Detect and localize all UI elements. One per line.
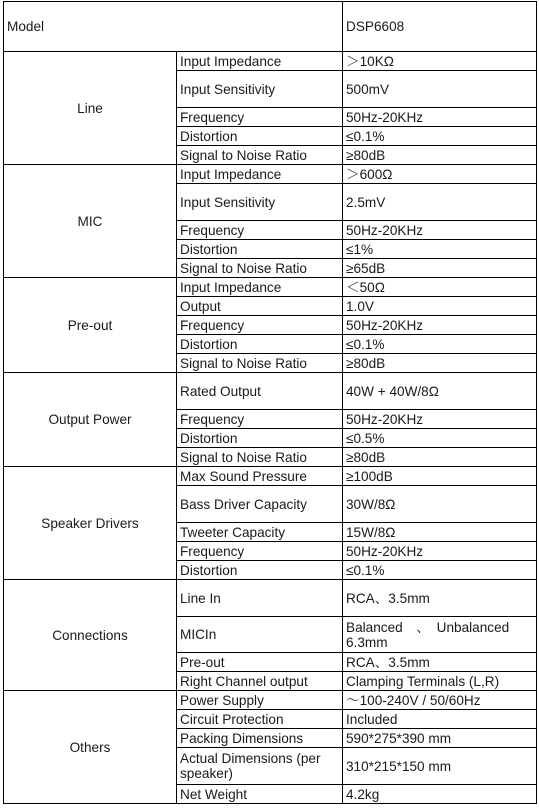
- spec-label: Line In: [177, 580, 343, 617]
- group-others: Others: [4, 691, 177, 804]
- spec-value: 15W/8Ω: [343, 523, 537, 542]
- spec-label: Output: [177, 297, 343, 316]
- spec-value: ～100-240V / 50/60Hz: [343, 691, 537, 710]
- spec-value: 30W/8Ω: [343, 486, 537, 523]
- spec-label: Distortion: [177, 335, 343, 354]
- spec-label: Signal to Noise Ratio: [177, 146, 343, 165]
- spec-label: Distortion: [177, 561, 343, 580]
- spec-value: 40W + 40W/8Ω: [343, 373, 537, 410]
- spec-value: RCA、3.5mm: [343, 580, 537, 617]
- spec-value: 50Hz-20KHz: [343, 410, 537, 429]
- spec-value: 4.2kg: [343, 785, 537, 804]
- spec-table: [3, 1, 537, 804]
- spec-label-line: Actual Dimensions (per: [180, 751, 321, 766]
- group-line: Line: [4, 52, 177, 165]
- spec-value-line: 6.3mm: [346, 634, 388, 650]
- spec-value: [343, 617, 537, 653]
- spec-value: ≥65dB: [343, 259, 537, 278]
- table-row: [4, 278, 537, 297]
- spec-label: Frequency: [177, 221, 343, 240]
- spec-value: ≥80dB: [343, 146, 537, 165]
- model-value: DSP6608: [343, 2, 537, 52]
- spec-label: Power Supply: [177, 691, 343, 710]
- spec-label: Frequency: [177, 542, 343, 561]
- spec-label: Distortion: [177, 240, 343, 259]
- group-connections: Connections: [4, 580, 177, 691]
- spec-label: Pre-out: [177, 653, 343, 672]
- spec-value: 310*215*150 mm: [343, 748, 537, 785]
- spec-label: Right Channel output: [177, 672, 343, 691]
- spec-value: ＜50Ω: [343, 278, 537, 297]
- spec-value: 50Hz-20KHz: [343, 542, 537, 561]
- spec-label: Input Impedance: [177, 278, 343, 297]
- spec-label: Tweeter Capacity: [177, 523, 343, 542]
- spec-value: 50Hz-20KHz: [343, 316, 537, 335]
- spec-label: Input Sensitivity: [177, 184, 343, 221]
- spec-label: Max Sound Pressure: [177, 467, 343, 486]
- spec-value: ≤0.5%: [343, 429, 537, 448]
- spec-label: Frequency: [177, 410, 343, 429]
- spec-value: 500mV: [343, 71, 537, 108]
- spec-value: RCA、3.5mm: [343, 653, 537, 672]
- spec-label: Distortion: [177, 429, 343, 448]
- spec-value: ＞10KΩ: [343, 52, 537, 71]
- spec-value: Clamping Terminals (L,R): [343, 672, 537, 691]
- spec-value: ≤1%: [343, 240, 537, 259]
- spec-label: [177, 748, 343, 785]
- spec-value: 2.5mV: [343, 184, 537, 221]
- group-output-power: Output Power: [4, 373, 177, 467]
- spec-label: Frequency: [177, 108, 343, 127]
- spec-label: Packing Dimensions: [177, 729, 343, 748]
- table-row: [4, 165, 537, 184]
- spec-value: ≤0.1%: [343, 335, 537, 354]
- spec-label: Bass Driver Capacity: [177, 486, 343, 523]
- spec-value: Included: [343, 710, 537, 729]
- spec-value: 50Hz-20KHz: [343, 221, 537, 240]
- spec-value: ＞600Ω: [343, 165, 537, 184]
- group-pre-out: Pre-out: [4, 278, 177, 373]
- spec-label: Input Impedance: [177, 165, 343, 184]
- spec-label: Input Impedance: [177, 52, 343, 71]
- spec-label: Input Sensitivity: [177, 71, 343, 108]
- spec-label: Circuit Protection: [177, 710, 343, 729]
- table-row: [4, 373, 537, 410]
- model-label: Model: [4, 2, 343, 52]
- spec-label: Rated Output: [177, 373, 343, 410]
- spec-value: 590*275*390 mm: [343, 729, 537, 748]
- spec-value: 1.0V: [343, 297, 537, 316]
- spec-value-line: Balanced 、 Unbalanced: [346, 619, 510, 635]
- spec-label: Net Weight: [177, 785, 343, 804]
- spec-value: ≥80dB: [343, 354, 537, 373]
- spec-label: Signal to Noise Ratio: [177, 448, 343, 467]
- spec-value: ≥80dB: [343, 448, 537, 467]
- spec-label: Frequency: [177, 316, 343, 335]
- table-row: [4, 580, 537, 617]
- group-speaker-drivers: Speaker Drivers: [4, 467, 177, 580]
- table-row: [4, 691, 537, 710]
- table-row: [4, 467, 537, 486]
- spec-label: MICIn: [177, 617, 343, 653]
- spec-label-line: speaker): [180, 766, 233, 781]
- spec-label: Distortion: [177, 127, 343, 146]
- table-row: [4, 52, 537, 71]
- spec-label: Signal to Noise Ratio: [177, 354, 343, 373]
- model-row: [4, 2, 537, 52]
- spec-value: ≤0.1%: [343, 561, 537, 580]
- spec-value: 50Hz-20KHz: [343, 108, 537, 127]
- spec-label: Signal to Noise Ratio: [177, 259, 343, 278]
- spec-value: ≤0.1%: [343, 127, 537, 146]
- spec-value: ≥100dB: [343, 467, 537, 486]
- group-mic: MIC: [4, 165, 177, 278]
